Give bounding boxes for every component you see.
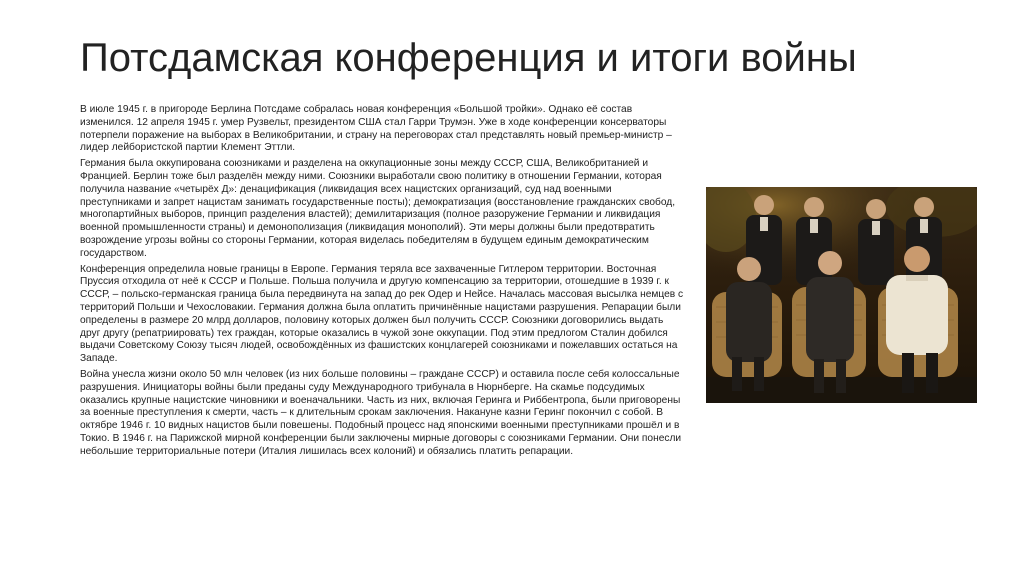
paragraph-1: В июле 1945 г. в пригороде Берлина Потсдаме собралась новая конференция «Большой тройки». Однако её состав изменился. 12 апреля 1945 г. умер Рузвельт, президентом США стал Гарри Трумэн. Уже в ходе конференции консерваторы потерпели поражение на выборах в Великобритании, и страну на переговорах стал представлять новый премьер-министр – лидер лейбористской партии Клемент Эттли. <box>80 104 672 154</box>
slide-title: Потсдамская конференция и итоги войны <box>80 36 857 80</box>
conference-photo <box>706 187 977 403</box>
paragraph-2: Германия была оккупирована союзниками и разделена на оккупационные зоны между СССР, США, Великобританией и Францией. Берлин тоже был разделён между ними. Союзники выработали свою политику в отношении Германии, которая получила название «четырёх Д»: денацификация (ликвидация всех нацистских организаций, суд над военными преступниками и запрет нацистам занимать государственные посты); демократизация (восстановление гражданских свобод, многопартийных выборов, принцип разделения властей); демилитаризация (полное разоружение Германии и ликвидация военной промышленности страны) и демонополизация (ликвидация монополий). Эти меры должны были предотвратить возрождение угрозы войны со стороны Германии, которая виделась победителям в будущем единым демократическим государством. <box>80 158 676 259</box>
group-photo-icon <box>706 187 977 403</box>
body-text <box>80 104 684 462</box>
paragraph-4: Война унесла жизни около 50 млн человек (из них больше половины – граждане СССР) и оставила после себя колоссальные разрушения. Инициаторы войны были преданы суду Международного трибунала в Нюрнберге. На скамье подсудимых оказались крупные нацистские чиновники и военачальники. Часть из них, включая Геринга и Риббентропа, были приговорены за военные преступления к смерти, часть – к длительным срокам заключения. Накануне казни Геринг покончил с собой. В октябре 1946 г. 10 видных нацистов были повешены. Подобный процесс над японскими военными преступниками прошёл и в Токио. В 1946 г. на Парижской мирной конференции были заключены мирные договоры с союзниками Германии. Они понесли небольшие территориальные потери (Италия лишилась всех колоний) и обязались платить репарации. <box>80 368 682 457</box>
paragraph-3: Конференция определила новые границы в Европе. Германия теряла все захваченные Гитлером территории. Восточная Пруссия отходила от неё к СССР и Польше. Польша получила и другую компенсацию за территории, отошедшие в 1939 г. к СССР, – польско-германская граница была передвинута на запад до рек Одер и Нейсе. Началась массовая высылка немцев с территорий Польши и Чехословакии. Германия должна была оплатить причинённые нацистами разрушения. Репарации были определены в размере 20 млрд долларов, половину которых должен был получить СССР. Союзники договорились выдать друг другу (репатриировать) тех граждан, которые оказались в чужой зоне оккупации. Под этим предлогом Сталин добился выдачи Советскому Союзу тысяч людей, освобождённых из фашистских концлагерей союзниками и пожелавших остаться на Западе. <box>80 263 684 365</box>
